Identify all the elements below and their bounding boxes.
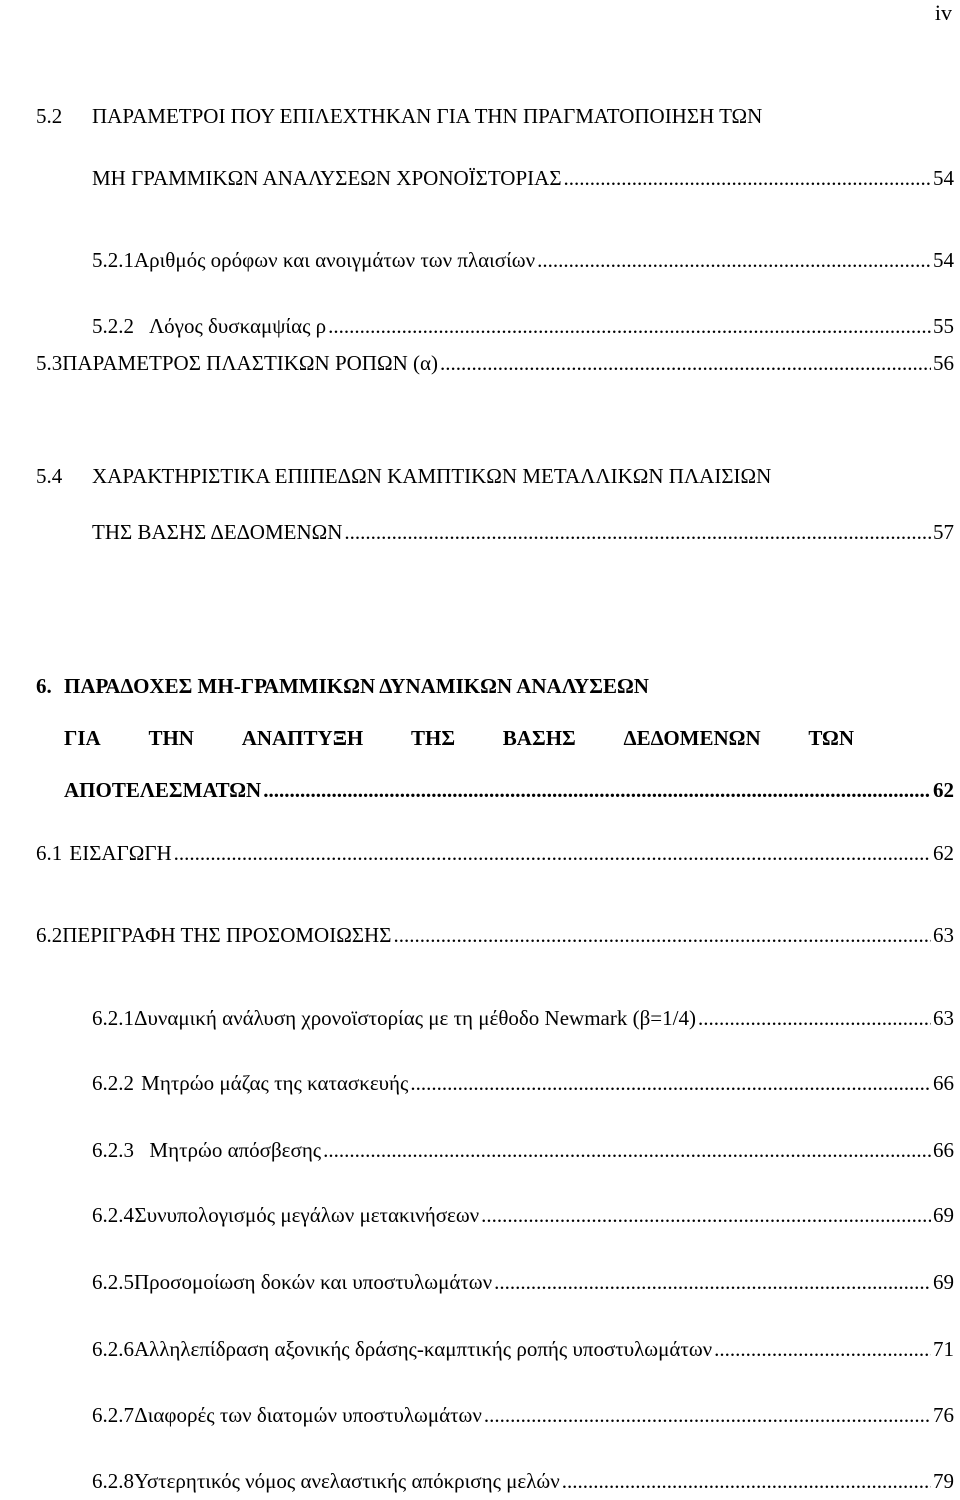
toc-leader-dots <box>562 1471 931 1492</box>
toc-leader-dots <box>714 1339 931 1360</box>
toc-entry-6-2-3[interactable] <box>92 1140 954 1161</box>
toc-chapter-title-word: ΤΗΣ <box>410 726 456 750</box>
toc-entry-page: 69 <box>933 1203 954 1227</box>
toc-entry-page: 55 <box>933 314 954 338</box>
page-number: iv <box>934 0 952 25</box>
toc-leader-dots <box>484 1405 931 1426</box>
toc-leader-dots <box>328 316 931 337</box>
toc-entry-title: Δυναμική ανάλυση χρονοϊστορίας με τη μέθοδο Newmark (β=1/4) <box>134 1006 696 1030</box>
toc-entry-number: 5.2.2 <box>92 314 134 338</box>
toc-chapter-6-line3[interactable] <box>64 780 954 801</box>
toc-entry-title: Αλληλεπίδραση αξονικής δράσης-καμπτικής ροπής υποστυλωμάτων <box>134 1337 713 1361</box>
toc-entry-6-2-7[interactable] <box>92 1405 954 1426</box>
toc-entry-6-2-5[interactable] <box>92 1272 954 1293</box>
toc-entry-title: ΠΑΡΑΜΕΤΡΟΣ ΠΛΑΣΤΙΚΩΝ ΡΟΠΩΝ (α) <box>62 351 438 375</box>
toc-entry-title: ΧΑΡΑΚΤΗΡΙΣΤΙΚΑ ΕΠΙΠΕΔΩΝ ΚΑΜΠΤΙΚΩΝ ΜΕΤΑΛΛΙΚΩΝ ΠΛΑΙΣΙΩΝ <box>92 464 772 488</box>
toc-chapter-title-word: ΑΝΑΠΤΥΞΗ <box>241 726 364 750</box>
toc-entry-page: 69 <box>933 1270 954 1294</box>
toc-leader-dots <box>174 843 931 864</box>
toc-entry-5-2-line1 <box>36 106 916 127</box>
toc-entry-5-2-line2[interactable] <box>92 168 954 189</box>
toc-entry-5-4-line2[interactable] <box>92 522 954 543</box>
toc-entry-page: 54 <box>933 248 954 272</box>
toc-entry-page: 66 <box>933 1138 954 1162</box>
toc-entry-number: 6.1 <box>36 841 63 865</box>
toc-entry-number: 5.2 <box>36 104 63 128</box>
toc-entry-number: 6.2.7 <box>92 1403 134 1427</box>
toc-entry-page: 79 <box>933 1469 954 1493</box>
toc-entry-number: 6.2.8 <box>92 1469 134 1493</box>
toc-entry-number: 6.2.5 <box>92 1270 134 1294</box>
toc-entry-title: Διαφορές των διατομών υποστυλωμάτων <box>134 1403 482 1427</box>
toc-leader-dots <box>344 522 931 543</box>
toc-leader-dots <box>698 1008 931 1029</box>
toc-leader-dots <box>440 353 931 374</box>
toc-chapter-6-line1 <box>36 676 916 697</box>
toc-entry-title: Προσομοίωση δοκών και υποστυλωμάτων <box>134 1270 493 1294</box>
toc-entry-number: 6.2 <box>36 923 63 947</box>
toc-entry-number: 6.2.1 <box>92 1006 134 1030</box>
toc-entry-title: ΕΙΣΑΓΩΓΗ <box>69 841 172 865</box>
toc-entry-title: Συνυπολογισμός μεγάλων μετακινήσεων <box>134 1203 480 1227</box>
toc-entry-5-3[interactable] <box>36 353 954 374</box>
toc-chapter-title-word: ΓΙΑ <box>64 726 101 750</box>
toc-chapter-title-word: ΔΕΔΟΜΕΝΩΝ <box>623 726 761 750</box>
toc-entry-title: Υστερητικός νόμος ανελαστικής απόκρισης μελών <box>134 1469 560 1493</box>
toc-leader-dots <box>263 780 931 801</box>
toc-entry-5-2-1[interactable] <box>92 250 954 271</box>
toc-entry-5-4-line1 <box>36 466 916 487</box>
toc-chapter-number: 6. <box>36 674 52 698</box>
toc-chapter-title-word: ΒΑΣΗΣ <box>502 726 576 750</box>
toc-entry-page: 56 <box>933 351 954 375</box>
toc-entry-number: 5.2.1 <box>92 248 134 272</box>
toc-entry-title: ΠΑΡΑΜΕΤΡΟΙ ΠΟΥ ΕΠΙΛΕΧΤΗΚΑΝ ΓΙΑ ΤΗΝ ΠΡΑΓΜΑΤΟΠΟΙΗΣΗ ΤΩΝ <box>92 104 763 128</box>
toc-leader-dots <box>323 1140 931 1161</box>
toc-entry-6-2-2[interactable] <box>92 1073 954 1094</box>
toc-leader-dots <box>393 925 931 946</box>
toc-leader-dots <box>481 1205 931 1226</box>
toc-entry-page: 62 <box>933 841 954 865</box>
toc-entry-title: Αριθμός ορόφων και ανοιγμάτων των πλαισίων <box>134 248 536 272</box>
toc-chapter-title: ΠΑΡΑΔΟΧΕΣ ΜΗ-ΓΡΑΜΜΙΚΩΝ ΔΥΝΑΜΙΚΩΝ ΑΝΑΛΥΣΕΩΝ <box>64 674 649 698</box>
toc-entry-title: ΤΗΣ ΒΑΣΗΣ ΔΕΔΟΜΕΝΩΝ <box>92 520 343 544</box>
toc-entry-6-1[interactable] <box>36 843 954 864</box>
toc-leader-dots <box>494 1272 931 1293</box>
toc-entry-6-2-1[interactable] <box>92 1008 954 1029</box>
toc-entry-number: 6.2.3 <box>92 1138 134 1162</box>
toc-leader-dots <box>410 1073 931 1094</box>
toc-entry-6-2[interactable] <box>36 925 954 946</box>
toc-entry-page: 54 <box>933 166 954 190</box>
toc-entry-number: 5.3 <box>36 351 63 375</box>
toc-entry-page: 66 <box>933 1071 954 1095</box>
toc-entry-page: 71 <box>933 1337 954 1361</box>
toc-entry-number: 5.4 <box>36 464 63 488</box>
toc-chapter-title-word: ΤΗΝ <box>148 726 194 750</box>
toc-chapter-title: ΑΠΟΤΕΛΕΣΜΑΤΩΝ <box>64 778 262 802</box>
toc-chapter-title-word: ΤΩΝ <box>808 726 854 750</box>
toc-entry-number: 6.2.6 <box>92 1337 134 1361</box>
toc-entry-6-2-6[interactable] <box>92 1339 954 1360</box>
toc-entry-6-2-8[interactable] <box>92 1471 954 1492</box>
toc-chapter-page: 62 <box>933 778 954 802</box>
toc-entry-title: Μητρώο απόσβεσης <box>149 1138 322 1162</box>
toc-entry-title: Μητρώο μάζας της κατασκευής <box>141 1071 409 1095</box>
toc-entry-title: Λόγος δυσκαμψίας ρ <box>148 314 327 338</box>
toc-entry-6-2-4[interactable] <box>92 1205 954 1226</box>
toc-entry-title: ΠΕΡΙΓΡΑΦΗ ΤΗΣ ΠΡΟΣΟΜΟΙΩΣΗΣ <box>62 923 392 947</box>
toc-entry-page: 63 <box>933 1006 954 1030</box>
toc-entry-5-2-2[interactable] <box>92 316 954 337</box>
toc-leader-dots <box>564 168 931 189</box>
toc-entry-title: ΜΗ ΓΡΑΜΜΙΚΩΝ ΑΝΑΛΥΣΕΩΝ ΧΡΟΝΟΪΣΤΟΡΙΑΣ <box>92 166 562 190</box>
toc-entry-page: 63 <box>933 923 954 947</box>
toc-chapter-6-line2 <box>64 728 854 749</box>
toc-entry-number: 6.2.2 <box>92 1071 134 1095</box>
toc-leader-dots <box>537 250 931 271</box>
toc-entry-page: 57 <box>933 520 954 544</box>
toc-entry-number: 6.2.4 <box>92 1203 134 1227</box>
toc-entry-page: 76 <box>933 1403 954 1427</box>
